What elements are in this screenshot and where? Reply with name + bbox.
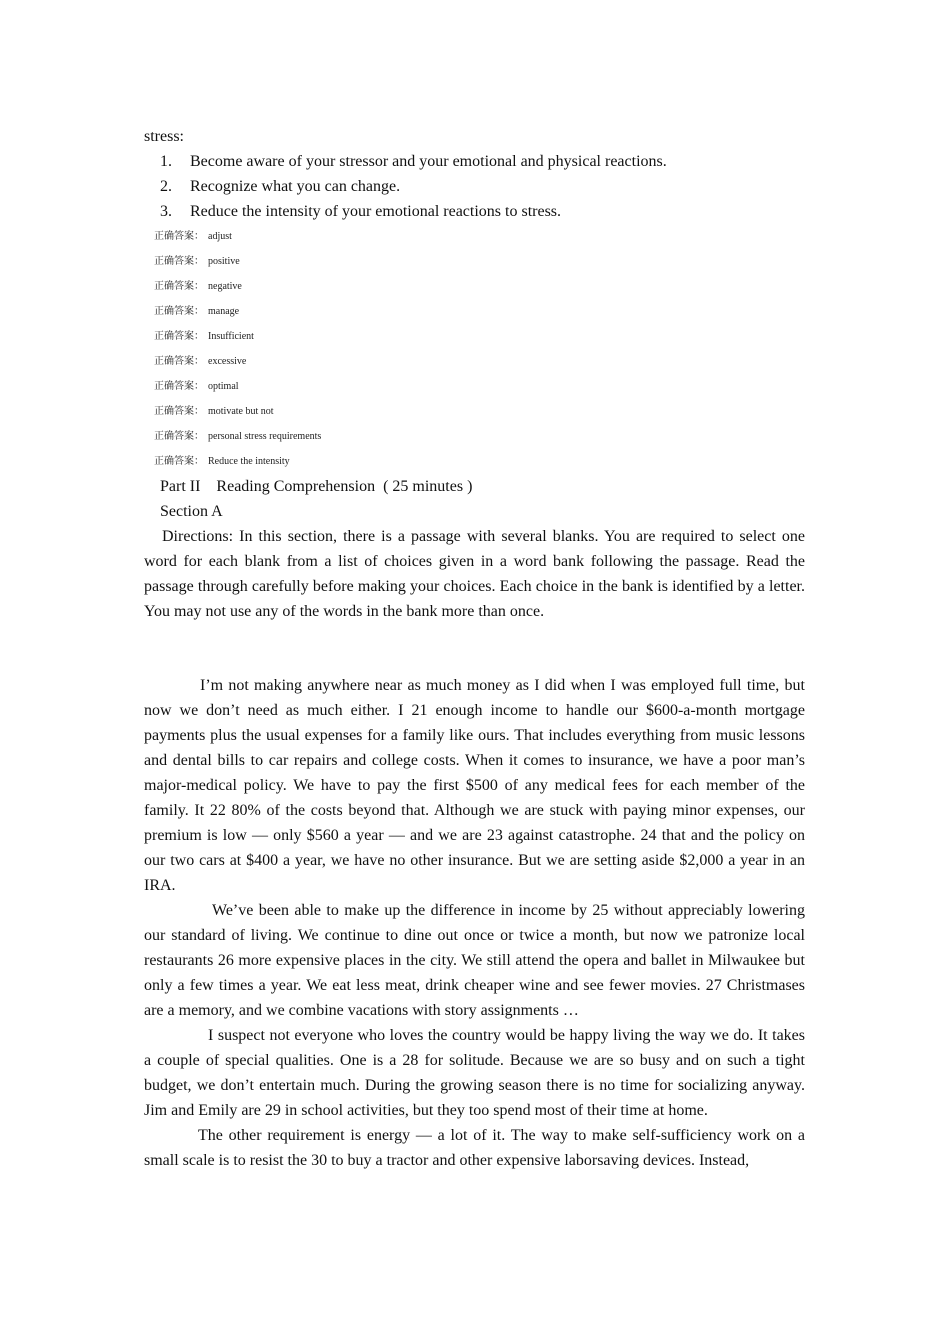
answer-label: 正确答案： (154, 256, 204, 267)
answer-value: adjust (208, 231, 232, 242)
answer-label: 正确答案： (154, 456, 204, 467)
answer-label: 正确答案： (154, 331, 204, 342)
answer-label: 正确答案： (154, 406, 204, 417)
spacer (144, 624, 805, 673)
answer-value: personal stress requirements (208, 431, 322, 442)
answer-row (144, 349, 805, 374)
answer-label: 正确答案： (154, 281, 204, 292)
document-page (144, 124, 805, 1173)
answer-value: optimal (208, 381, 239, 392)
answer-row (144, 249, 805, 274)
step-text: Become aware of your stressor and your emotional and physical reactions. (190, 153, 667, 170)
answer-row (144, 224, 805, 249)
step-number: 1. (160, 153, 172, 170)
answer-row (144, 374, 805, 399)
directions-paragraph: Directions: In this section, there is a passage with several blanks. You are required to select one word for each blank from a list of choices given in a word bank following the passage. Read the passage through carefully before making your choices. Each choice in the bank is identified by a letter. You may not use any of the words in the bank more than once. (144, 528, 805, 620)
answer-value: Reduce the intensity (208, 456, 290, 467)
answer-label: 正确答案： (154, 356, 204, 367)
answer-value: motivate but not (208, 406, 274, 417)
answer-value: excessive (208, 356, 247, 367)
passage-paragraph: I’m not making anywhere near as much money as I did when I was employed full time, but now we don’t need as much either. I 21 enough income to handle our $600-a-month mortgage payments plus the usual expenses for a family like ours. That includes everything from music lessons and dental bills to car repairs and college costs. When it comes to insurance, we have a poor man’s major-medical policy. We have to pay the first $500 of any medical fees for each member of the family. It 22 80% of the costs beyond that. Although we are stuck with paying minor expenses, our premium is low — only $560 a year — and we are 23 against catastrophe. 24 that and the policy on our two cars at $400 a year, we have no other insurance. But we are setting aside $2,000 a year in an IRA. (144, 677, 805, 894)
answer-row (144, 424, 805, 449)
answer-value: negative (208, 281, 242, 292)
step-item (144, 149, 805, 174)
answer-label: 正确答案： (154, 431, 204, 442)
passage-paragraph: We’ve been able to make up the difference in income by 25 without appreciably lowering our standard of living. We continue to dine out once or twice a month, but now we patronize local restaurants 26 more expensive places in the city. We still attend the opera and ballet in Milwaukee but only a few times a year. We eat less meat, drink cheaper wine and see fewer movies. 27 Christmases are a memory, and we combine vacations with story assignments … (144, 902, 805, 1019)
step-text: Reduce the intensity of your emotional reactions to stress. (190, 203, 562, 220)
answer-row (144, 399, 805, 424)
answer-value: Insufficient (208, 331, 254, 342)
step-number: 3. (160, 203, 172, 220)
part-title: Part II Reading Comprehension ( 25 minutes ) (160, 478, 473, 495)
answer-row (144, 449, 805, 474)
answer-row (144, 324, 805, 349)
step-text: Recognize what you can change. (190, 178, 401, 195)
answer-label: 正确答案： (154, 231, 204, 242)
step-item (144, 174, 805, 199)
passage-paragraph: The other requirement is energy — a lot of it. The way to make self-sufficiency work on a small scale is to resist the 30 to buy a tractor and other expensive laborsaving devices. Instead, (144, 1127, 805, 1169)
section-title: Section A (160, 503, 223, 520)
intro-text: stress: (144, 128, 184, 145)
answer-label: 正确答案： (154, 381, 204, 392)
answer-value: manage (208, 306, 240, 317)
step-number: 2. (160, 178, 172, 195)
answer-value: positive (208, 256, 240, 267)
step-item (144, 199, 805, 224)
passage-paragraph: I suspect not everyone who loves the country would be happy living the way we do. It takes a couple of special qualities. One is a 28 for solitude. Because we are so busy and on such a tight budget, we don’t entertain much. During the growing season there is no time for socializing anyway. Jim and Emily are 29 in school activities, but they too spend most of their time at home. (144, 1027, 805, 1119)
answer-row (144, 274, 805, 299)
answer-label: 正确答案： (154, 306, 204, 317)
answer-row (144, 299, 805, 324)
